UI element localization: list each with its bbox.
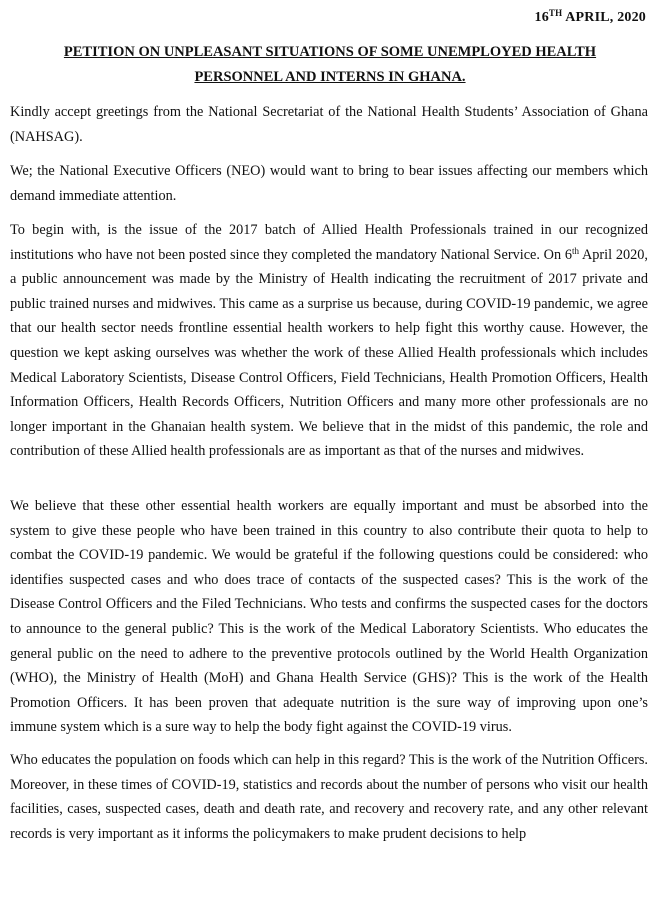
paragraph-text: To begin with, is the issue of the 2017 batch of Allied Health Professionals trained in our recognized institutions who have not been posted since they completed the mandatory National Service. On 6 (10, 222, 648, 263)
date-suffix: TH (548, 8, 563, 18)
paragraph-allied-health-posting (10, 218, 648, 464)
paragraph-neo-intro: We; the National Executive Officers (NEO) would want to bring to bear issues affecting our members which demand immediate attention. (10, 163, 648, 204)
ordinal-suffix: th (572, 245, 580, 256)
paragraph-nutrition-records: Who educates the population on foods which can help in this regard? This is the work of the Nutrition Officers. Moreover, in these times of COVID-19, statistics and records about the number of persons who visit our health facilities, cases, suspected cases, death and death rate, and recovery and recovery rate, and any other relevant records is very important as it informs the policymakers to make prudent decisions to help (10, 752, 648, 842)
date-rest: APRIL, 2020 (562, 10, 646, 25)
date-day: 16 (534, 10, 549, 25)
paragraph-essential-workers: We believe that these other essential health workers are equally important and must be absorbed into the system to give these people who have been trained in this country to also contribute their quota to help to combat the COVID-19 pandemic. We would be grateful if the following questions could be considered: who identifies suspected cases and who does trace of contacts of the suspected cases? This is the work of the Disease Control Officers and the Filed Technicians. Who tests and confirms the suspected cases for the doctors to announce to the general public? This is the work of the Medical Laboratory Scientists. Who educates the general public on the need to adhere to the preventive protocols outlined by the World Health Organization (WHO), the Ministry of Health (MoH) and Ghana Health Service (GHS)? This is the work of the Health Promotion Officers. It has been proven that adequate nutrition is the sure way of improving upon one’s immune system which is a sure way to help the body fight against the COVID-19 virus. (10, 498, 648, 736)
paragraph-text: April 2020, a public announcement was made by the Ministry of Health indicating the recruitment of 2017 private and public trained nurses and midwives. This came as a surprise us because, during COVID-19 pandemic, we agree that our health sector needs frontline essential health workers to help fight this worthy cause. However, the question we kept asking ourselves was whether the work of these Allied Health professionals which includes Medical Laboratory Scientists, Disease Control Officers, Field Technicians, Health Promotion Officers, Health Information Officers, Health Records Officers, Nutrition Officers and many more other professionals are no longer important in the Ghanaian health system. We believe that in the midst of this pandemic, the role and contribution of these Allied health professionals are as important as that of the nurses and midwives. (10, 246, 648, 460)
paragraph-greeting: Kindly accept greetings from the National Secretariat of the National Health Students’ Association of Ghana (NAHSAG). (10, 104, 648, 145)
document-title: PETITION ON UNPLEASANT SITUATIONS OF SOME UNEMPLOYED HEALTH PERSONNEL AND INTERNS IN GHANA. (63, 44, 597, 85)
document-date (535, 8, 647, 26)
